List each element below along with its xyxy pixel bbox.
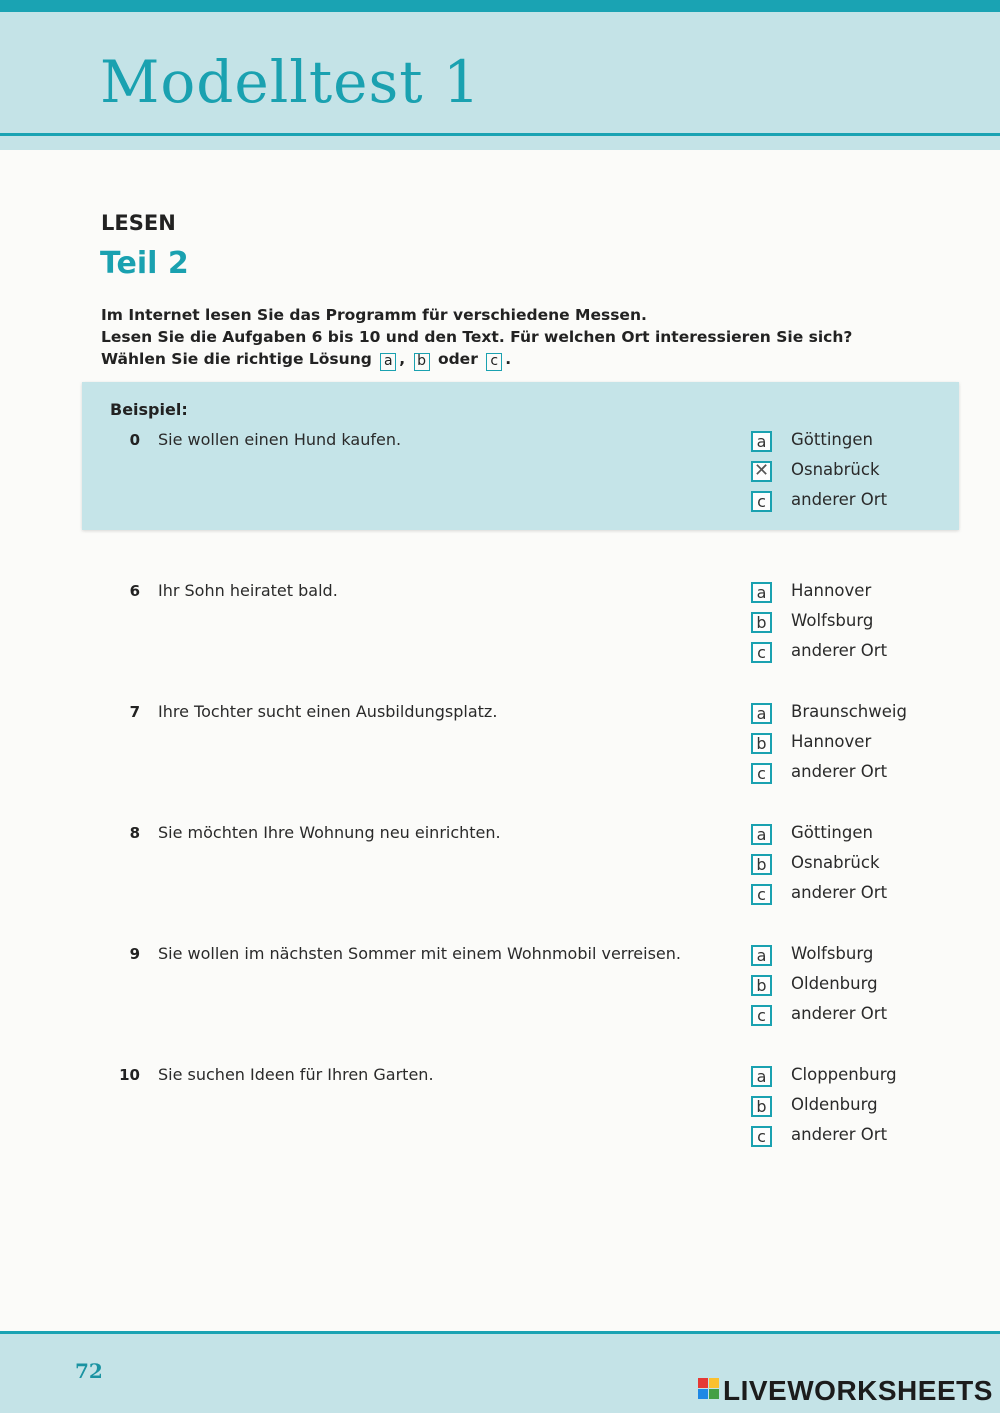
- instruction-line-2: Lesen Sie die Aufgaben 6 bis 10 und den Text. Für welchen Ort interessieren Sie sich?: [101, 328, 853, 346]
- option-a-checkbox[interactable]: a: [751, 703, 772, 724]
- liveworksheets-logo-icon: [698, 1378, 720, 1400]
- task-text: Sie möchten Ihre Wohnung neu einrichten.: [158, 823, 501, 842]
- task-number: 8: [129, 824, 140, 842]
- task-item-8: [0, 824, 1000, 920]
- option-b-checkbox[interactable]: b: [751, 854, 772, 875]
- option-label: anderer Ort: [791, 762, 888, 781]
- option-b-checkbox[interactable]: b: [751, 612, 772, 633]
- header-bottom-line: [0, 133, 1000, 136]
- option-c-checkbox[interactable]: c: [751, 763, 772, 784]
- inline-option-b: b: [414, 353, 430, 371]
- option-label: Cloppenburg: [791, 1065, 897, 1084]
- option-a-checkbox[interactable]: a: [751, 945, 772, 966]
- option-b-checkbox[interactable]: b: [751, 975, 772, 996]
- inline-option-c: c: [486, 353, 502, 371]
- instruction-line-1: Im Internet lesen Sie das Programm für verschiedene Messen.: [101, 306, 647, 324]
- option-label: Braunschweig: [791, 702, 907, 721]
- task-number: 6: [129, 582, 140, 600]
- option-label: Wolfsburg: [791, 944, 874, 963]
- option-c-checkbox[interactable]: c: [751, 1126, 772, 1147]
- option-a-checkbox[interactable]: a: [751, 582, 772, 603]
- option-label: anderer Ort: [791, 883, 888, 902]
- option-label: Oldenburg: [791, 974, 878, 993]
- option-c-checkbox[interactable]: c: [751, 642, 772, 663]
- inline-option-a: a: [380, 353, 396, 371]
- example-number: 0: [129, 431, 140, 449]
- option-a-checkbox[interactable]: a: [751, 1066, 772, 1087]
- option-label: Göttingen: [791, 823, 873, 842]
- option-b-checkbox[interactable]: b: [751, 1096, 772, 1117]
- option-label: Göttingen: [791, 430, 873, 449]
- instructions: [101, 304, 853, 371]
- option-c-checkbox[interactable]: c: [751, 1005, 772, 1026]
- option-b-checkbox-checked[interactable]: [751, 461, 772, 482]
- task-item-9: [0, 945, 1000, 1041]
- task-item-7: [0, 703, 1000, 799]
- brand-name: LIVEWORKSHEETS: [723, 1375, 993, 1406]
- task-number: 9: [129, 945, 140, 963]
- task-item-6: [0, 582, 1000, 678]
- example-item: [0, 431, 1000, 527]
- task-number: 7: [129, 703, 140, 721]
- task-text: Sie wollen im nächsten Sommer mit einem Wohnmobil verreisen.: [158, 944, 681, 963]
- option-b-checkbox[interactable]: b: [751, 733, 772, 754]
- option-label: anderer Ort: [791, 490, 888, 509]
- page-title: Modelltest 1: [100, 48, 481, 116]
- page-number: 72: [75, 1359, 103, 1383]
- task-text: Ihre Tochter sucht einen Ausbildungsplatz.: [158, 702, 498, 721]
- option-label: Osnabrück: [791, 853, 880, 872]
- task-text: Ihr Sohn heiratet bald.: [158, 581, 338, 600]
- option-label: Oldenburg: [791, 1095, 878, 1114]
- option-a-checkbox[interactable]: a: [751, 824, 772, 845]
- inline-oder: oder: [437, 350, 478, 368]
- option-label: anderer Ort: [791, 641, 888, 660]
- option-c-checkbox[interactable]: c: [751, 491, 772, 512]
- part-heading: Teil 2: [100, 246, 189, 281]
- task-item-10: [0, 1066, 1000, 1162]
- option-label: anderer Ort: [791, 1004, 888, 1023]
- section-label: LESEN: [101, 211, 176, 235]
- instruction-line-3: [101, 348, 821, 371]
- option-c-checkbox[interactable]: c: [751, 884, 772, 905]
- footer-top-line: [0, 1331, 1000, 1334]
- inline-separator: ,: [399, 350, 406, 368]
- page-footer: [0, 1331, 1000, 1413]
- example-text: Sie wollen einen Hund kaufen.: [158, 430, 402, 449]
- option-label: anderer Ort: [791, 1125, 888, 1144]
- header-top-line: [0, 0, 1000, 12]
- option-a-checkbox[interactable]: a: [751, 431, 772, 452]
- option-label: Wolfsburg: [791, 611, 874, 630]
- task-number: 10: [119, 1066, 140, 1084]
- inline-end: .: [505, 350, 512, 368]
- option-label: Osnabrück: [791, 460, 880, 479]
- task-text: Sie suchen Ideen für Ihren Garten.: [158, 1065, 434, 1084]
- option-label: Hannover: [791, 581, 872, 600]
- example-label: Beispiel:: [110, 400, 188, 419]
- page-header: [0, 0, 1000, 150]
- option-label: Hannover: [791, 732, 872, 751]
- instruction-line-3-text: Wählen Sie die richtige Lösung: [101, 350, 372, 368]
